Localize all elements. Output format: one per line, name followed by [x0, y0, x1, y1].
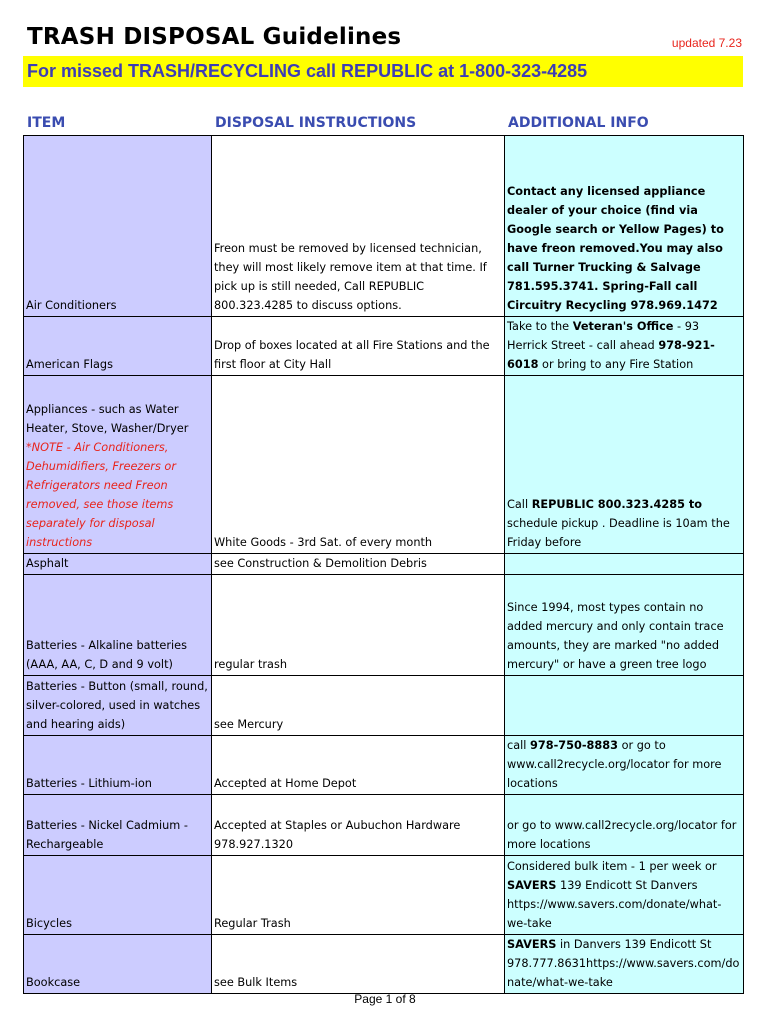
info-cell [505, 676, 744, 736]
item-cell: Batteries - Alkaline batteries (AAA, AA, C, D and 9 volt) [24, 575, 212, 676]
guidelines-table [23, 135, 744, 994]
phone-number: 978-921-6018 [507, 339, 715, 371]
info-text: Considered bulk item - 1 per week or [507, 860, 717, 873]
table-row [24, 317, 744, 376]
column-header-item: ITEM [27, 115, 66, 131]
item-cell: Batteries - Button (small, round, silver-colored, used in watches and hearing aids) [24, 676, 212, 736]
info-text: in Danvers 139 Endicott St 978.777.8631https://www.savers.com/donate/what-we-take [507, 938, 740, 989]
item-cell [24, 376, 212, 554]
updated-date: updated 7.23 [671, 36, 742, 50]
disposal-cell: Accepted at Staples or Aubuchon Hardware 978.927.1320 [212, 795, 505, 856]
page-title: TRASH DISPOSAL Guidelines [27, 24, 402, 50]
disposal-cell: Freon must be removed by licensed technician, they will most likely remove item at that time. If pick up is still needed, Call REPUBLIC 800.323.4285 to discuss options. [212, 136, 505, 317]
table-row [24, 136, 744, 317]
column-header-info: ADDITIONAL INFO [508, 115, 649, 131]
page-number: Page 1 of 8 [354, 992, 416, 1006]
disposal-cell: see Construction & Demolition Debris [212, 554, 505, 575]
table-row [24, 554, 744, 575]
item-cell: American Flags [24, 317, 212, 376]
item-cell: Asphalt [24, 554, 212, 575]
phone-number: 978-750-8883 [530, 739, 618, 752]
item-note: *NOTE - Air Conditioners, Dehumidifiers, Freezers or Refrigerators need Freon removed, see those items separately for disposal instructions [26, 441, 176, 549]
item-cell: Batteries - Nickel Cadmium - Rechargeable [24, 795, 212, 856]
disposal-cell: Drop of boxes located at all Fire Stations and the first floor at City Hall [212, 317, 505, 376]
disposal-cell: White Goods - 3rd Sat. of every month [212, 376, 505, 554]
disposal-cell: regular trash [212, 575, 505, 676]
column-header-disposal: DISPOSAL INSTRUCTIONS [215, 115, 417, 131]
table-row [24, 575, 744, 676]
info-text: or bring to any Fire Station [538, 358, 694, 371]
info-cell [505, 376, 744, 554]
info-bold: REPUBLIC 800.323.4285 to [531, 498, 703, 511]
info-cell: Since 1994, most types contain no added mercury and only contain trace amounts, they are marked "no added mercury" or have a green tree logo [505, 575, 744, 676]
item-text: Appliances - such as Water Heater, Stove, Washer/Dryer [26, 403, 189, 435]
item-cell: Batteries - Lithium-ion [24, 736, 212, 795]
info-cell [505, 554, 744, 575]
info-bold: SAVERS [507, 879, 557, 892]
info-text: Call [507, 498, 532, 511]
info-cell [505, 317, 744, 376]
item-cell: Air Conditioners [24, 136, 212, 317]
info-bold: Veteran's Office [572, 320, 674, 333]
info-text: 139 Endicott St Danvers https://www.savers.com/donate/what-we-take [507, 879, 722, 930]
info-cell [505, 856, 744, 935]
item-cell: Bicycles [24, 856, 212, 935]
info-text: or go to www.call2recycle.org/locator for more locations [507, 739, 722, 790]
table-row [24, 736, 744, 795]
disposal-cell: see Mercury [212, 676, 505, 736]
table-row [24, 676, 744, 736]
table-row [24, 856, 744, 935]
info-bold: SAVERS [507, 938, 557, 951]
info-cell: or go to www.call2recycle.org/locator for more locations [505, 795, 744, 856]
table-row [24, 376, 744, 554]
info-cell [505, 935, 744, 994]
info-text: call [507, 739, 531, 752]
info-text: Contact any licensed appliance dealer of your choice (find via Google search or Yellow Pages) to have freon removed.You may also call Turner Trucking & Salvage 781.595.3741. Spring-Fall call Circuitry Recycling 978.969.1472 [507, 185, 724, 312]
info-text: schedule pickup . Deadline is 10am the Friday before [507, 517, 730, 549]
disposal-cell: see Bulk Items [212, 935, 505, 994]
missed-pickup-banner: For missed TRASH/RECYCLING call REPUBLIC at 1-800-323-4285 [23, 56, 743, 87]
disposal-cell: Regular Trash [212, 856, 505, 935]
info-cell [505, 736, 744, 795]
table-row [24, 795, 744, 856]
info-text: - 93 Herrick Street - call ahead [507, 320, 700, 352]
table-row [24, 935, 744, 994]
disposal-cell: Accepted at Home Depot [212, 736, 505, 795]
item-cell: Bookcase [24, 935, 212, 994]
info-text: Take to the [507, 320, 573, 333]
info-cell [505, 136, 744, 317]
